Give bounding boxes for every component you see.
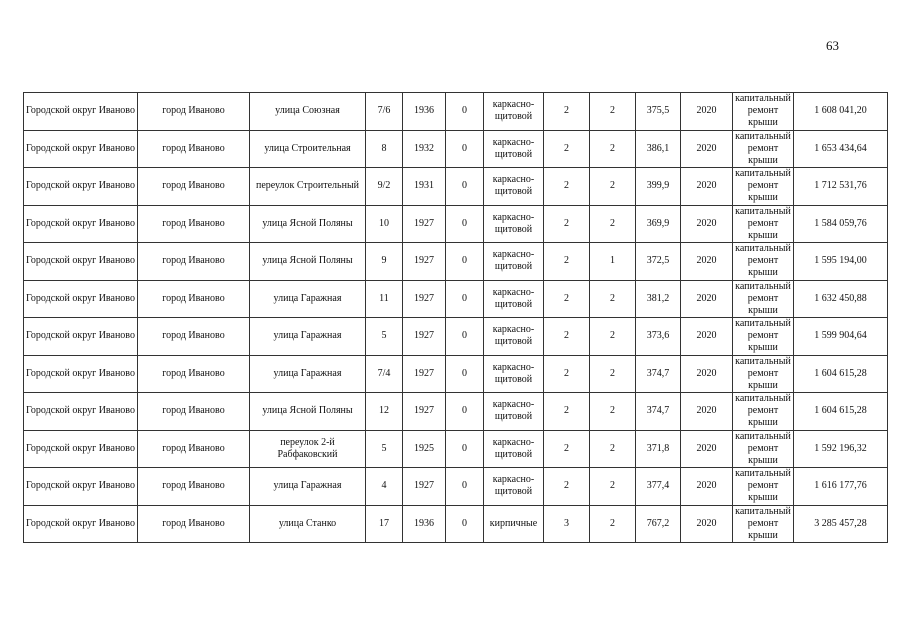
settlement-cell: город Иваново	[138, 168, 250, 206]
plan-year-cell: 2020	[681, 468, 733, 506]
work-type-cell: капитальный ремонт крыши	[733, 130, 794, 168]
wall-material-cell: каркасно-щитовой	[484, 280, 544, 318]
area-cell: 374,7	[636, 393, 681, 431]
cost-cell: 1 604 615,28	[794, 393, 888, 431]
floors-cell: 2	[544, 468, 590, 506]
okrug-cell: Городской округ Иваново	[24, 318, 138, 356]
wall-material-cell: каркасно-щитовой	[484, 430, 544, 468]
column-6-cell: 0	[446, 243, 484, 281]
area-cell: 374,7	[636, 355, 681, 393]
house-number-cell: 7/4	[366, 355, 403, 393]
column-6-cell: 0	[446, 280, 484, 318]
build-year-cell: 1936	[403, 93, 446, 131]
entrances-cell: 2	[590, 393, 636, 431]
entrances-cell: 2	[590, 168, 636, 206]
column-6-cell: 0	[446, 93, 484, 131]
house-number-cell: 11	[366, 280, 403, 318]
work-type-cell: капитальный ремонт крыши	[733, 318, 794, 356]
house-number-cell: 7/6	[366, 93, 403, 131]
cost-cell: 1 608 041,20	[794, 93, 888, 131]
street-cell: улица Ясной Поляны	[250, 243, 366, 281]
house-number-cell: 10	[366, 205, 403, 243]
wall-material-cell: каркасно-щитовой	[484, 130, 544, 168]
floors-cell: 2	[544, 243, 590, 281]
street-cell: улица Гаражная	[250, 280, 366, 318]
table-row	[24, 93, 888, 131]
column-6-cell: 0	[446, 430, 484, 468]
entrances-cell: 2	[590, 430, 636, 468]
settlement-cell: город Иваново	[138, 280, 250, 318]
house-number-cell: 12	[366, 393, 403, 431]
entrances-cell: 2	[590, 205, 636, 243]
column-6-cell: 0	[446, 168, 484, 206]
cost-cell: 1 653 434,64	[794, 130, 888, 168]
area-cell: 377,4	[636, 468, 681, 506]
floors-cell: 2	[544, 205, 590, 243]
cost-cell: 1 592 196,32	[794, 430, 888, 468]
area-cell: 371,8	[636, 430, 681, 468]
table-row	[24, 430, 888, 468]
build-year-cell: 1927	[403, 468, 446, 506]
floors-cell: 2	[544, 130, 590, 168]
wall-material-cell: каркасно-щитовой	[484, 205, 544, 243]
cost-cell: 1 616 177,76	[794, 468, 888, 506]
floors-cell: 2	[544, 393, 590, 431]
okrug-cell: Городской округ Иваново	[24, 205, 138, 243]
table-row	[24, 168, 888, 206]
wall-material-cell: кирпичные	[484, 505, 544, 543]
street-cell: улица Гаражная	[250, 355, 366, 393]
build-year-cell: 1931	[403, 168, 446, 206]
wall-material-cell: каркасно-щитовой	[484, 168, 544, 206]
street-cell: улица Гаражная	[250, 318, 366, 356]
table-row	[24, 393, 888, 431]
cost-cell: 1 595 194,00	[794, 243, 888, 281]
table-body	[24, 93, 888, 543]
build-year-cell: 1925	[403, 430, 446, 468]
column-6-cell: 0	[446, 393, 484, 431]
street-cell: переулок Строительный	[250, 168, 366, 206]
entrances-cell: 2	[590, 130, 636, 168]
house-number-cell: 9/2	[366, 168, 403, 206]
table-row	[24, 468, 888, 506]
floors-cell: 2	[544, 280, 590, 318]
house-number-cell: 4	[366, 468, 403, 506]
area-cell: 375,5	[636, 93, 681, 131]
settlement-cell: город Иваново	[138, 505, 250, 543]
entrances-cell: 2	[590, 280, 636, 318]
okrug-cell: Городской округ Иваново	[24, 468, 138, 506]
plan-year-cell: 2020	[681, 168, 733, 206]
okrug-cell: Городской округ Иваново	[24, 430, 138, 468]
cost-cell: 1 584 059,76	[794, 205, 888, 243]
okrug-cell: Городской округ Иваново	[24, 93, 138, 131]
work-type-cell: капитальный ремонт крыши	[733, 505, 794, 543]
work-type-cell: капитальный ремонт крыши	[733, 168, 794, 206]
plan-year-cell: 2020	[681, 243, 733, 281]
work-type-cell: капитальный ремонт крыши	[733, 393, 794, 431]
work-type-cell: капитальный ремонт крыши	[733, 468, 794, 506]
wall-material-cell: каркасно-щитовой	[484, 355, 544, 393]
house-number-cell: 9	[366, 243, 403, 281]
plan-year-cell: 2020	[681, 505, 733, 543]
entrances-cell: 2	[590, 355, 636, 393]
street-cell: улица Ясной Поляны	[250, 393, 366, 431]
floors-cell: 3	[544, 505, 590, 543]
cost-cell: 1 604 615,28	[794, 355, 888, 393]
settlement-cell: город Иваново	[138, 93, 250, 131]
build-year-cell: 1927	[403, 318, 446, 356]
entrances-cell: 2	[590, 468, 636, 506]
plan-year-cell: 2020	[681, 318, 733, 356]
page-number: 63	[826, 38, 839, 53]
wall-material-cell: каркасно-щитовой	[484, 468, 544, 506]
plan-year-cell: 2020	[681, 93, 733, 131]
column-6-cell: 0	[446, 318, 484, 356]
area-cell: 373,6	[636, 318, 681, 356]
work-type-cell: капитальный ремонт крыши	[733, 205, 794, 243]
table-row	[24, 205, 888, 243]
table-row	[24, 243, 888, 281]
house-number-cell: 5	[366, 430, 403, 468]
plan-year-cell: 2020	[681, 393, 733, 431]
entrances-cell: 2	[590, 505, 636, 543]
street-cell: переулок 2-й Рабфаковский	[250, 430, 366, 468]
okrug-cell: Городской округ Иваново	[24, 355, 138, 393]
cost-cell: 1 712 531,76	[794, 168, 888, 206]
column-6-cell: 0	[446, 205, 484, 243]
entrances-cell: 1	[590, 243, 636, 281]
street-cell: улица Союзная	[250, 93, 366, 131]
cost-cell: 3 285 457,28	[794, 505, 888, 543]
floors-cell: 2	[544, 168, 590, 206]
settlement-cell: город Иваново	[138, 318, 250, 356]
work-type-cell: капитальный ремонт крыши	[733, 355, 794, 393]
floors-cell: 2	[544, 93, 590, 131]
houses-table	[23, 92, 888, 543]
house-number-cell: 8	[366, 130, 403, 168]
okrug-cell: Городской округ Иваново	[24, 280, 138, 318]
cost-cell: 1 599 904,64	[794, 318, 888, 356]
build-year-cell: 1927	[403, 355, 446, 393]
settlement-cell: город Иваново	[138, 468, 250, 506]
entrances-cell: 2	[590, 318, 636, 356]
plan-year-cell: 2020	[681, 205, 733, 243]
work-type-cell: капитальный ремонт крыши	[733, 430, 794, 468]
floors-cell: 2	[544, 355, 590, 393]
area-cell: 381,2	[636, 280, 681, 318]
wall-material-cell: каркасно-щитовой	[484, 318, 544, 356]
plan-year-cell: 2020	[681, 280, 733, 318]
floors-cell: 2	[544, 318, 590, 356]
house-number-cell: 5	[366, 318, 403, 356]
wall-material-cell: каркасно-щитовой	[484, 393, 544, 431]
wall-material-cell: каркасно-щитовой	[484, 93, 544, 131]
okrug-cell: Городской округ Иваново	[24, 130, 138, 168]
area-cell: 386,1	[636, 130, 681, 168]
entrances-cell: 2	[590, 93, 636, 131]
area-cell: 369,9	[636, 205, 681, 243]
work-type-cell: капитальный ремонт крыши	[733, 93, 794, 131]
settlement-cell: город Иваново	[138, 130, 250, 168]
build-year-cell: 1927	[403, 393, 446, 431]
build-year-cell: 1936	[403, 505, 446, 543]
table-row	[24, 130, 888, 168]
settlement-cell: город Иваново	[138, 430, 250, 468]
build-year-cell: 1927	[403, 205, 446, 243]
table-row	[24, 318, 888, 356]
okrug-cell: Городской округ Иваново	[24, 505, 138, 543]
settlement-cell: город Иваново	[138, 355, 250, 393]
column-6-cell: 0	[446, 468, 484, 506]
street-cell: улица Станко	[250, 505, 366, 543]
area-cell: 767,2	[636, 505, 681, 543]
plan-year-cell: 2020	[681, 430, 733, 468]
column-6-cell: 0	[446, 130, 484, 168]
build-year-cell: 1927	[403, 280, 446, 318]
okrug-cell: Городской округ Иваново	[24, 243, 138, 281]
okrug-cell: Городской округ Иваново	[24, 168, 138, 206]
settlement-cell: город Иваново	[138, 393, 250, 431]
work-type-cell: капитальный ремонт крыши	[733, 280, 794, 318]
wall-material-cell: каркасно-щитовой	[484, 243, 544, 281]
settlement-cell: город Иваново	[138, 205, 250, 243]
cost-cell: 1 632 450,88	[794, 280, 888, 318]
settlement-cell: город Иваново	[138, 243, 250, 281]
build-year-cell: 1932	[403, 130, 446, 168]
floors-cell: 2	[544, 430, 590, 468]
street-cell: улица Гаражная	[250, 468, 366, 506]
house-number-cell: 17	[366, 505, 403, 543]
build-year-cell: 1927	[403, 243, 446, 281]
work-type-cell: капитальный ремонт крыши	[733, 243, 794, 281]
table-row	[24, 505, 888, 543]
area-cell: 399,9	[636, 168, 681, 206]
table-row	[24, 280, 888, 318]
column-6-cell: 0	[446, 505, 484, 543]
street-cell: улица Ясной Поляны	[250, 205, 366, 243]
plan-year-cell: 2020	[681, 130, 733, 168]
area-cell: 372,5	[636, 243, 681, 281]
plan-year-cell: 2020	[681, 355, 733, 393]
okrug-cell: Городской округ Иваново	[24, 393, 138, 431]
street-cell: улица Строительная	[250, 130, 366, 168]
column-6-cell: 0	[446, 355, 484, 393]
table-row	[24, 355, 888, 393]
